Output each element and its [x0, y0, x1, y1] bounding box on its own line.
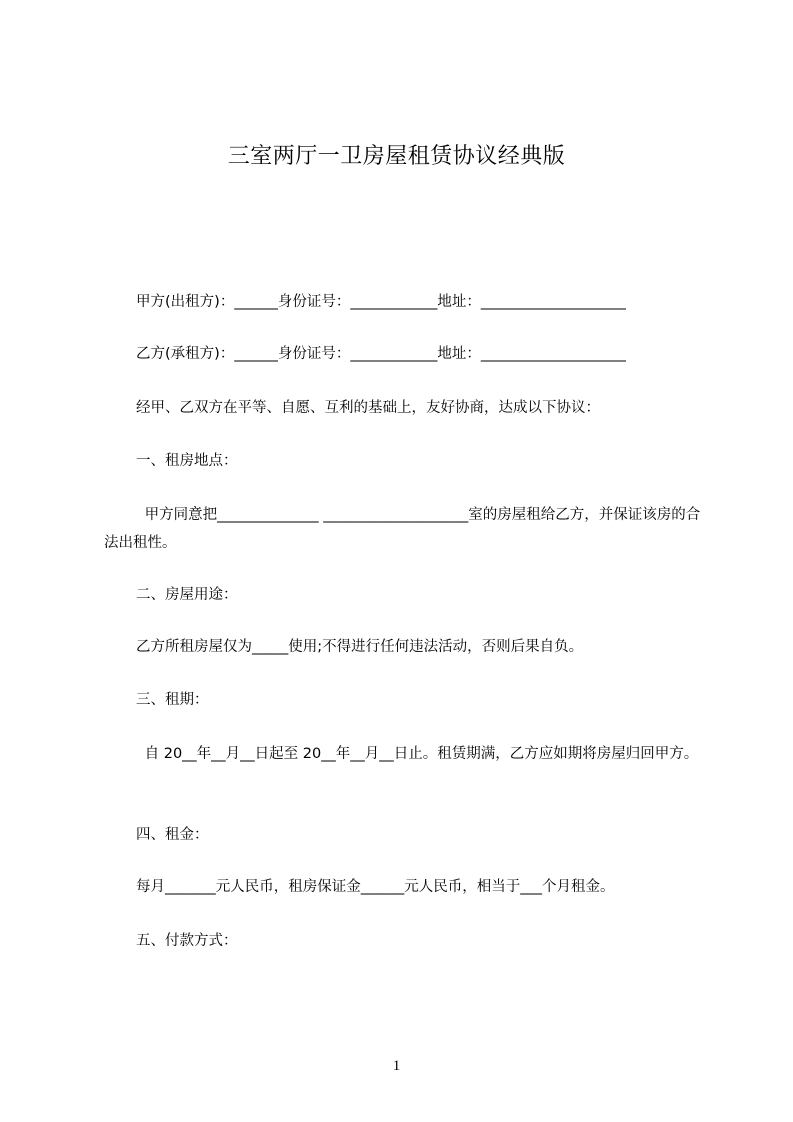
section4-heading: 四、租金：	[136, 827, 209, 843]
party-a-line: 甲方(出租方)：______身份证号：____________地址：____________________	[136, 294, 626, 310]
section3-body: 自 20__年__月__日起至 20__年__月__日止。租赁期满，乙方应如期将房屋归回甲方。	[140, 746, 699, 762]
section2-heading: 二、房屋用途：	[136, 587, 238, 603]
section2-body: 乙方所租房屋仅为_____使用;不得进行任何违法活动，否则后果自负。	[136, 639, 584, 655]
document-title: 三室两厅一卫房屋租赁协议经典版	[227, 144, 566, 169]
page-number: 1	[392, 1058, 401, 1074]
section5-heading: 五、付款方式：	[136, 933, 238, 949]
intro-paragraph: 经甲、乙双方在平等、自愿、互利的基础上，友好协商，达成以下协议：	[136, 400, 600, 416]
party-b-line: 乙方(承租方)：______身份证号：____________地址：____________________	[136, 346, 626, 362]
section1-heading: 一、租房地点：	[136, 453, 238, 469]
section1-body: 甲方同意把______________ ____________________室的房屋租给乙方，并保证该房的合法出租性。	[104, 507, 701, 551]
section3-heading: 三、租期：	[136, 692, 209, 708]
section4-body: 每月_______元人民币，租房保证金______元人民币，相当于___个月租金。	[136, 879, 615, 895]
